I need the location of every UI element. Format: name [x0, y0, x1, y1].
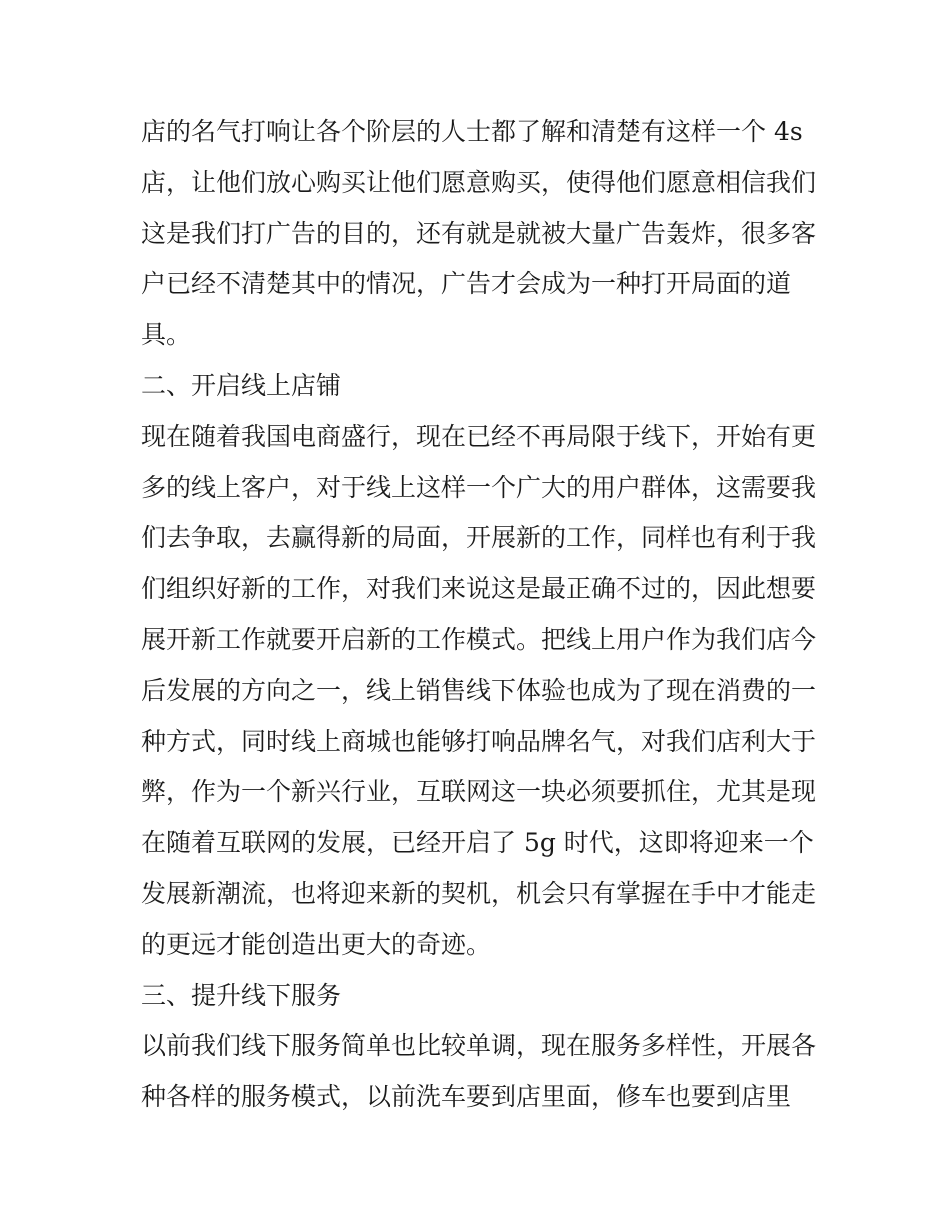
paragraph-line: 的更远才能创造出更大的奇迹。 — [141, 929, 492, 959]
paragraph-line: 店的名气打响让各个阶层的人士都了解和清楚有这样一个 4s — [141, 117, 803, 146]
section-heading-offline-service: 三、提升线下服务 — [141, 980, 342, 1010]
paragraph-line: 这是我们打广告的目的，还有就是就被大量广告轰炸，很多客 — [141, 218, 817, 248]
paragraph-line: 种各样的服务模式，以前洗车要到店里面，修车也要到店里 — [141, 1082, 792, 1112]
paragraph-line: 具。 — [141, 320, 192, 350]
paragraph-line: 展开新工作就要开启新的工作模式。把线上用户作为我们店今 — [141, 624, 817, 654]
paragraph-line: 多的线上客户，对于线上这样一个广大的用户群体，这需要我 — [141, 472, 817, 502]
paragraph-line: 们去争取，去赢得新的局面，开展新的工作，同样也有利于我 — [141, 523, 817, 553]
document-body — [141, 107, 821, 1123]
paragraph-line: 以前我们线下服务简单也比较单调，现在服务多样性，开展各 — [141, 1031, 817, 1061]
paragraph-line: 发展新潮流，也将迎来新的契机，机会只有掌握在手中才能走 — [141, 878, 817, 908]
paragraph-line: 在随着互联网的发展，已经开启了 5g 时代，这即将迎来一个 — [141, 828, 814, 858]
section-heading-online-store: 二、开启线上店铺 — [141, 370, 342, 400]
paragraph-line: 户已经不清楚其中的情况，广告才会成为一种打开局面的道 — [141, 269, 792, 299]
paragraph-line: 弊，作为一个新兴行业，互联网这一块必须要抓住，尤其是现 — [141, 777, 817, 807]
paragraph-line: 们组织好新的工作，对我们来说这是最正确不过的，因此想要 — [141, 574, 817, 604]
paragraph-line: 种方式，同时线上商城也能够打响品牌名气，对我们店利大于 — [141, 726, 817, 756]
paragraph-line: 后发展的方向之一，线上销售线下体验也成为了现在消费的一 — [141, 675, 817, 705]
paragraph-line: 现在随着我国电商盛行，现在已经不再局限于线下，开始有更 — [141, 421, 817, 451]
paragraph-line: 店，让他们放心购买让他们愿意购买，使得他们愿意相信我们 — [141, 167, 817, 197]
